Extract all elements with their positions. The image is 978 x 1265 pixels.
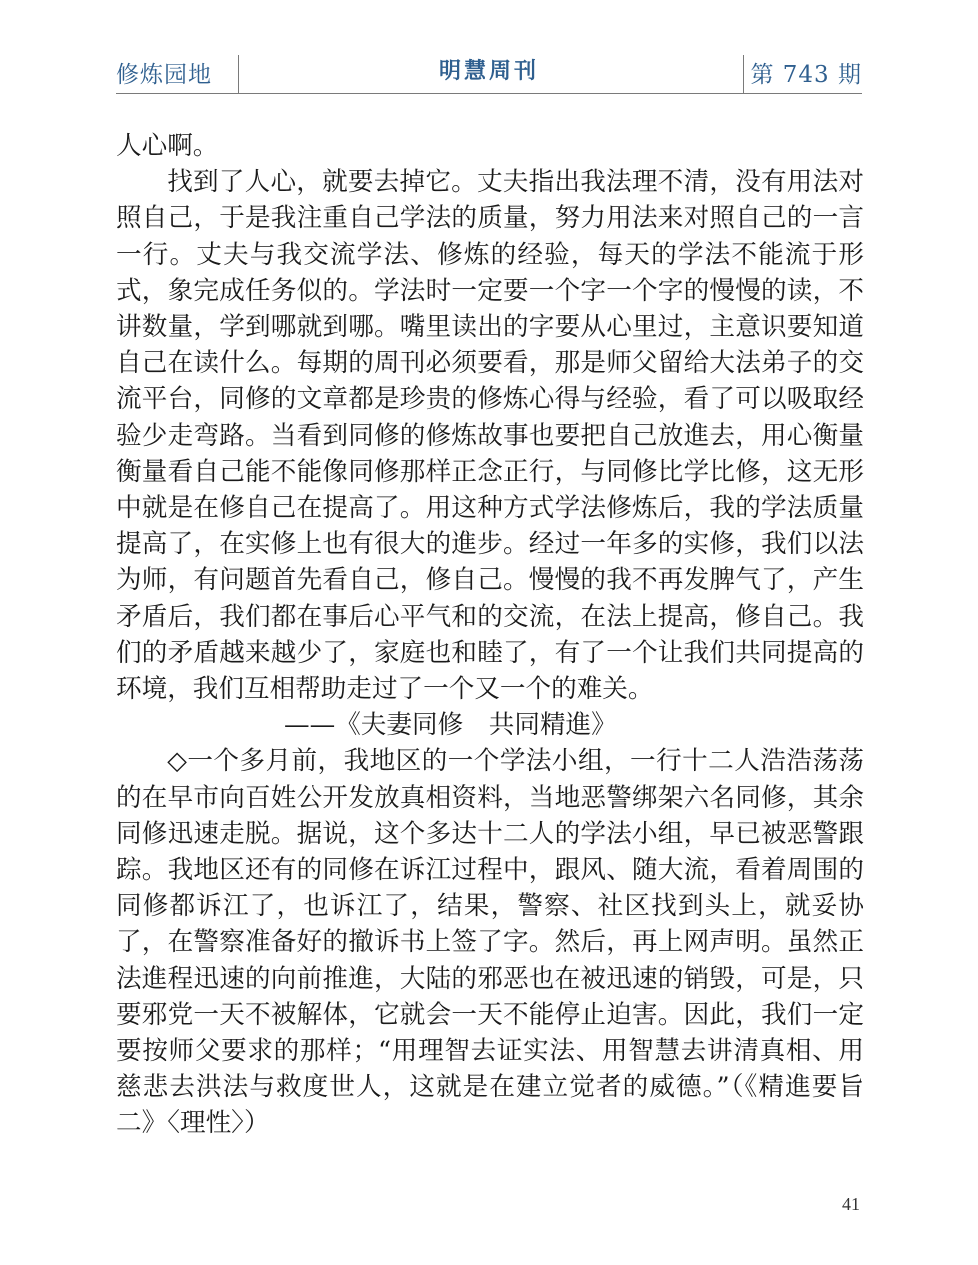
paragraph: ◇一个多月前，我地区的一个学法小组，一行十二人浩浩荡荡的在早市向百姓公开发放真相资料，当地恶警绑架六名同修，其余同修迅速走脱。据说，这个多达十二人的学法小组，早已被恶警跟踪。我地区还有的同修在诉江过程中，跟风、随大流，看着周围的同修都诉江了，也诉江了，结果，警察、社区找到头上，就妥协了，在警察准备好的撤诉书上签了字。然后，再上网声明。虽然正法進程迅速的向前推進，大陆的邪恶也在被迅速的销毁，可是，只要邪党一天不被解体，它就会一天不能停止迫害。因此，我们一定要按师父要求的那样；“用理智去证实法、用智慧去讲清真相、用慈悲去洪法与救度世人，这就是在建立觉者的威德。”（《精進要旨二》〈理性〉） (116, 746, 864, 1139)
page-header (116, 50, 862, 94)
header-divider-right (743, 55, 744, 93)
section-title: 修炼园地 (116, 62, 212, 88)
paragraph-continuation: 人心啊。 (116, 131, 219, 161)
source-citation: ——《夫妻同修 共同精進》 (284, 710, 617, 741)
header-rule (116, 93, 862, 94)
article-body (116, 128, 864, 1142)
paragraph: 找到了人心，就要去掉它。丈夫指出我法理不清，没有用法对照自己，于是我注重自己学法的质量，努力用法来对照自己的一言一行。丈夫与我交流学法、修炼的经验，每天的学法不能流于形式，象完成任务似的。学法时一定要一个字一个字的慢慢的读，不讲数量，学到哪就到哪。嘴里读出的字要从心里过，主意识要知道自己在读什么。每期的周刊必须要看，那是师父留给大法弟子的交流平台，同修的文章都是珍贵的修炼心得与经验，看了可以吸取经验少走弯路。当看到同修的修炼故事也要把自己放進去，用心衡量衡量看自己能不能像同修那样正念正行，与同修比学比修，这无形中就是在修自己在提高了。用这种方式学法修炼后，我的学法质量提高了，在实修上也有很大的進步。经过一年多的实修，我们以法为师，有问题首先看自己，修自己。慢慢的我不再发脾气了，产生矛盾后，我们都在事后心平气和的交流，在法上提高，修自己。我们的矛盾越来越少了，家庭也和睦了，有了一个让我们共同提高的环境，我们互相帮助走过了一个又一个的难关。 (116, 167, 864, 705)
publication-title: 明慧周刊 (438, 59, 539, 84)
page-number: 41 (842, 1194, 860, 1214)
issue-number: 第 743 期 (750, 62, 862, 88)
